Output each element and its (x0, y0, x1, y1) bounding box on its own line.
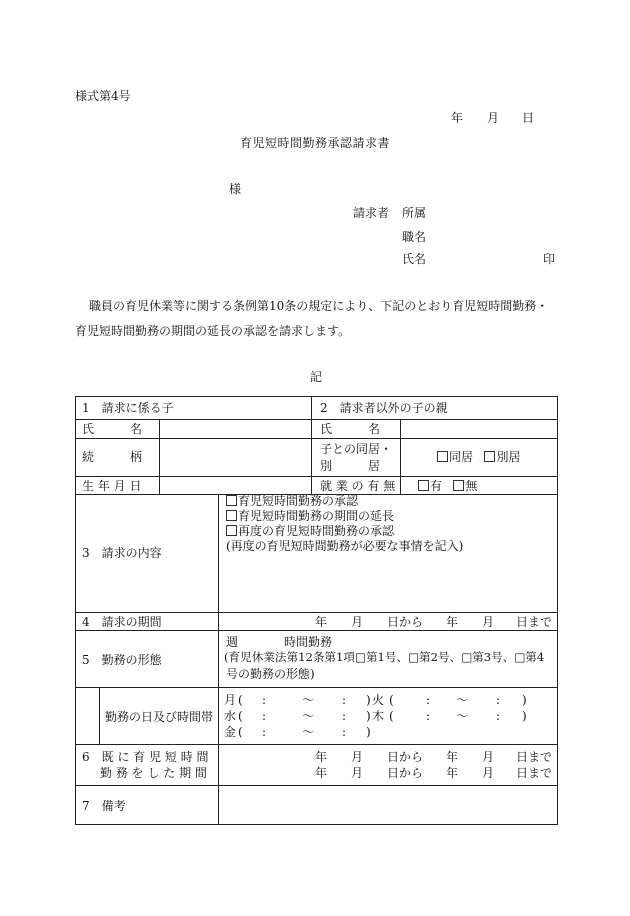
section3-label: 3 請求の内容 (82, 546, 162, 560)
time-glyph: 〜 (456, 709, 469, 723)
past-end-month: 月 (482, 766, 495, 780)
child-name-label: 氏 名 (82, 422, 143, 436)
parent-name-label: 氏 名 (320, 422, 381, 436)
content-option-label: 再度の育児短時間勤務の承認 (238, 524, 395, 538)
time-glyph: : (342, 693, 347, 707)
time-glyph: ) (366, 693, 371, 707)
section7-label: 7 備考 (82, 799, 126, 813)
time-glyph: : (342, 709, 347, 723)
unemployed-checkbox[interactable] (453, 480, 464, 491)
time-glyph: : (262, 693, 267, 707)
affiliation-label: 所属 (402, 206, 427, 220)
period-start-day: 日から (387, 615, 424, 629)
period-end-year: 年 (446, 615, 459, 629)
time-glyph: 〜 (302, 725, 315, 739)
page-title: 育児短時間勤務承認請求書 (240, 136, 391, 150)
employment-label: 就 業 の 有 無 (320, 479, 396, 493)
weekly-label: 週 (226, 635, 239, 649)
cohabit-label-line1: 子との同居・ (320, 442, 393, 456)
day-label: 金 (224, 725, 237, 739)
content-option-approval (226, 494, 463, 509)
time-glyph: ( (389, 709, 394, 723)
days-time-label: 勤務の日及び時間帯 (105, 710, 214, 724)
position-label: 職名 (402, 230, 427, 244)
time-glyph: : (262, 725, 267, 739)
birth-date-label: 生 年 月 日 (82, 479, 142, 493)
day-label: 火 (372, 693, 385, 707)
section5-label: 5 勤務の形態 (82, 653, 162, 667)
hours-label: 時間勤務 (284, 635, 333, 649)
day-label: 木 (372, 709, 385, 723)
section2-header: 2 請求者以外の子の親 (320, 401, 448, 415)
time-glyph: ( (389, 693, 394, 707)
past-start-year: 年 (315, 750, 328, 764)
period-end-month: 月 (482, 615, 495, 629)
time-glyph: ( (238, 693, 243, 707)
past-end-day: 日まで (516, 766, 553, 780)
date-day: 日 (522, 111, 535, 125)
time-glyph: : (342, 725, 347, 739)
requester-label: 請求者 (353, 206, 390, 220)
time-glyph: 〜 (456, 693, 469, 707)
content-checkbox[interactable] (226, 525, 237, 536)
section4-label: 4 請求の期間 (82, 615, 162, 629)
work-form-line: (育児休業法第12条第1項□第1号、□第2号、□第3号、□第4 (224, 650, 545, 664)
date-year: 年 (451, 111, 464, 125)
time-glyph: : (426, 709, 431, 723)
past-end-year: 年 (446, 750, 459, 764)
past-end-month: 月 (482, 750, 495, 764)
day-label: 月 (224, 693, 237, 707)
period-start-month: 月 (351, 615, 364, 629)
time-glyph: ) (522, 709, 527, 723)
time-glyph: : (496, 693, 501, 707)
date-month: 月 (487, 111, 500, 125)
content-option-label: 育児短時間勤務の期間の延長 (238, 509, 395, 523)
addressee-suffix: 様 (229, 182, 242, 196)
content-options (226, 494, 463, 554)
past-start-month: 月 (351, 766, 364, 780)
past-end-day: 日まで (516, 750, 553, 764)
cohabit-options (437, 451, 520, 463)
period-start-year: 年 (315, 615, 328, 629)
ki-heading: 記 (310, 370, 323, 384)
cohabit-label-line2: 別 居 (320, 459, 381, 473)
employment-options (418, 480, 477, 492)
form-number: 様式第4号 (75, 89, 131, 103)
employed-option-label: 有 (430, 479, 443, 493)
time-glyph: ) (366, 725, 371, 739)
past-start-day: 日から (387, 750, 424, 764)
separate-checkbox[interactable] (484, 451, 495, 462)
time-glyph: ( (238, 725, 243, 739)
day-label: 水 (224, 709, 237, 723)
section6-label-line1: 6 既 に 育 児 短 時 間 (82, 750, 209, 764)
cohabit-checkbox[interactable] (437, 451, 448, 462)
seal-mark: 印 (543, 252, 556, 266)
relation-label: 続 柄 (82, 450, 143, 464)
time-row-2 (224, 710, 236, 722)
employed-checkbox[interactable] (418, 480, 429, 491)
past-start-year: 年 (315, 766, 328, 780)
past-start-day: 日から (387, 766, 424, 780)
past-start-month: 月 (351, 750, 364, 764)
content-option-reapproval (226, 524, 463, 539)
section6-label-line2: 勤 務 を し た 期 間 (100, 766, 207, 780)
time-glyph: 〜 (302, 693, 315, 707)
work-form-line-cont: 号の勤務の形態) (226, 667, 315, 681)
cohabit-option-label: 同居 (449, 450, 474, 464)
time-glyph: : (496, 709, 501, 723)
content-option-extension (226, 509, 463, 524)
time-glyph: : (262, 709, 267, 723)
period-end-day: 日まで (516, 615, 553, 629)
content-note: (再度の育児短時間勤務が必要な事情を記入) (226, 539, 464, 553)
unemployed-option-label: 無 (465, 479, 478, 493)
time-row-3 (224, 726, 236, 738)
content-option-label: 育児短時間勤務の承認 (238, 494, 359, 508)
separate-option-label: 別居 (496, 450, 521, 464)
time-glyph: : (426, 693, 431, 707)
past-end-year: 年 (446, 766, 459, 780)
body-text: 職員の育児休業等に関する条例第10条の規定により、下記のとおり育児短時間勤務・育児短時間勤務の期間の延長の承認を請求します。 (75, 299, 549, 338)
time-row-1 (224, 694, 236, 706)
time-glyph: ) (366, 709, 371, 723)
name-label: 氏名 (402, 252, 427, 266)
content-checkbox[interactable] (226, 495, 237, 506)
content-checkbox[interactable] (226, 510, 237, 521)
time-glyph: ) (522, 693, 527, 707)
time-glyph: ( (238, 709, 243, 723)
section1-header: 1 請求に係る子 (82, 401, 174, 415)
time-glyph: 〜 (302, 709, 315, 723)
